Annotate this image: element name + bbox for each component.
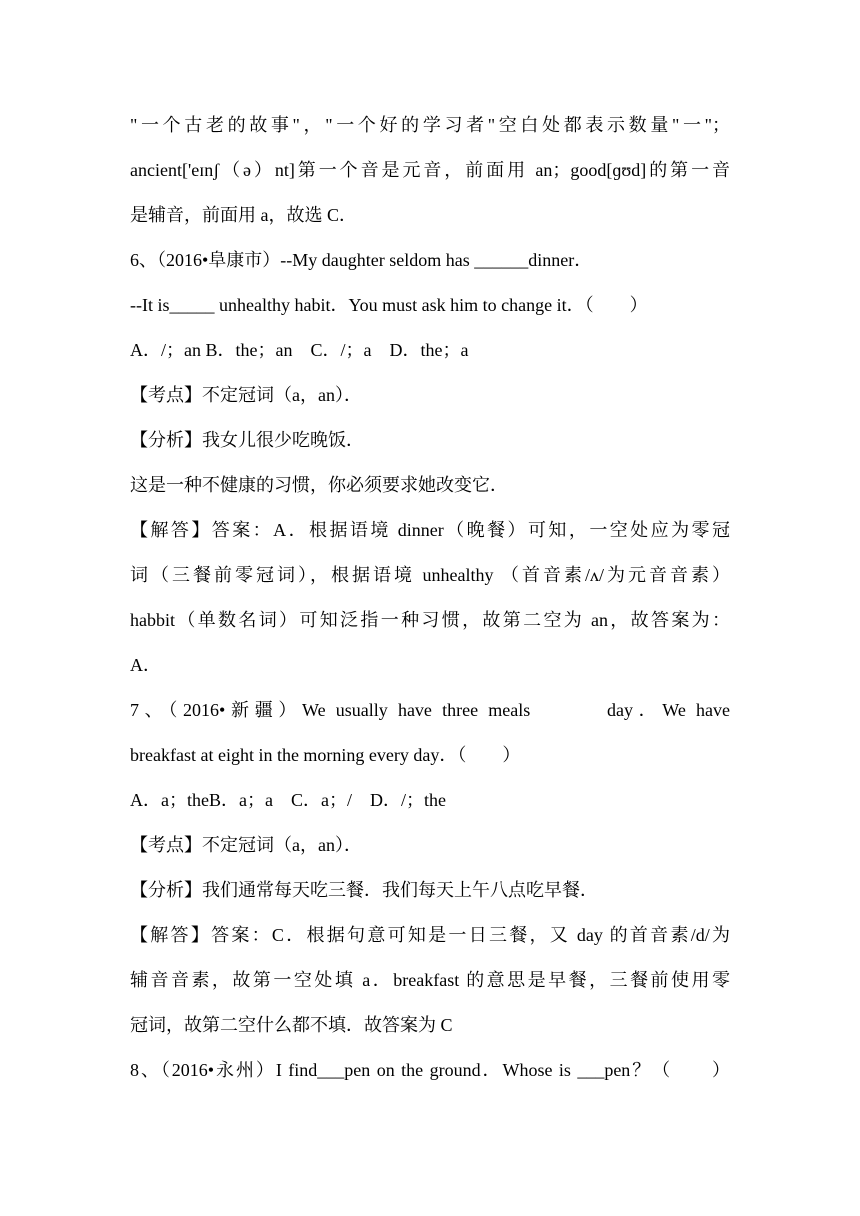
question-7-point: 【考点】不定冠词（a，an）． [130, 835, 362, 855]
question-6-line-2: --It is_____ unhealthy habit．You must ask him to change it．（ ） [130, 295, 648, 315]
text-line-2: ancient['eɪnʃ（ə）nt]第一个音是元音，前面用 an；good[ɡʊd]的第一音 [130, 160, 730, 180]
question-6-answer-2: 词（三餐前零冠词），根据语境 unhealthy （首音素/ʌ/为元音音素） [130, 565, 730, 585]
question-6-answer-3: habbit（单数名词）可知泛指一种习惯，故第二空为 an，故答案为： [130, 610, 730, 630]
question-7-line-1: 7、（2016•新疆）We usually have three meals day．We have [130, 700, 730, 720]
question-7-answer-3: 冠词，故第二空什么都不填．故答案为 C [130, 1015, 453, 1035]
question-7-options: A．a；theB．a；a C．a；/ D．/；the [130, 790, 446, 810]
question-6-line-1: 6、（2016•阜康市）--My daughter seldom has ______dinner． [130, 250, 593, 270]
question-6-answer-1: 【解答】答案：A．根据语境 dinner（晚餐）可知，一空处应为零冠 [130, 520, 730, 540]
question-6-analysis-2: 这是一种不健康的习惯，你必须要求她改变它． [130, 475, 508, 495]
question-6-point: 【考点】不定冠词（a，an）． [130, 385, 362, 405]
question-6-answer-4: A． [130, 655, 161, 675]
question-7-answer-2: 辅音音素，故第一空处填 a．breakfast 的意思是早餐，三餐前使用零 [130, 970, 730, 990]
question-7-analysis: 【分析】我们通常每天吃三餐．我们每天上午八点吃早餐． [130, 880, 598, 900]
question-8-line-1: 8、（2016•永州）I find___pen on the ground．Whose is ___pen？（ ） [130, 1060, 730, 1080]
question-7-line-2: breakfast at eight in the morning every day．（ ） [130, 745, 521, 765]
question-6-options: A．/；an B．the；an C．/；a D．the；a [130, 340, 469, 360]
question-7-answer-1: 【解答】答案：C．根据句意可知是一日三餐，又 day 的首音素/d/为 [130, 925, 730, 945]
question-6-analysis: 【分析】我女儿很少吃晚饭． [130, 430, 364, 450]
text-line-1: "一个古老的故事"，"一个好的学习者"空白处都表示数量"一"； [130, 115, 730, 135]
text-line-3: 是辅音，前面用 a，故选 C． [130, 205, 357, 225]
